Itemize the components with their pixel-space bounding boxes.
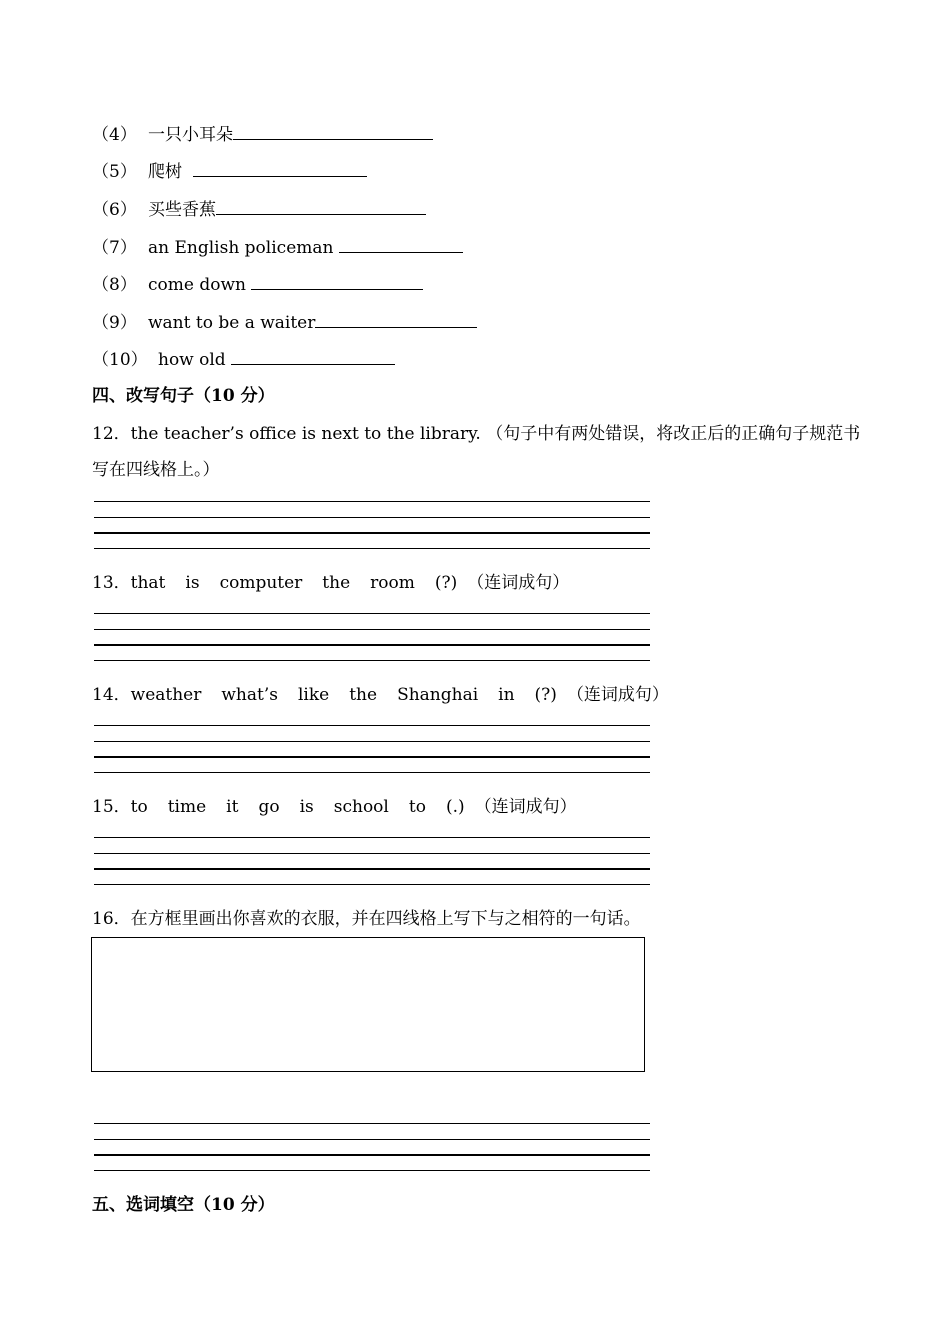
item-number: （4）	[92, 125, 137, 145]
item-6	[92, 198, 426, 221]
word: is	[299, 797, 314, 817]
item-text: 买些香蕉	[148, 200, 216, 220]
item-text: 一只小耳朵	[148, 125, 233, 145]
word: weather	[130, 685, 202, 705]
item-number: （5）	[92, 162, 137, 182]
question-13	[92, 572, 585, 594]
item-text: 爬树	[148, 162, 182, 182]
word: what’s	[221, 685, 278, 705]
question-label: 13．	[92, 573, 131, 593]
answer-blank[interactable]	[233, 123, 433, 140]
word: in	[498, 685, 515, 705]
word: computer	[219, 573, 303, 593]
item-number: （7）	[92, 238, 137, 258]
word: go	[258, 797, 280, 817]
item-8	[92, 273, 423, 296]
question-16: 16．在方框里画出你喜欢的衣服，并在四线格上写下与之相符的一句话。	[92, 909, 641, 929]
word: to	[130, 797, 148, 817]
instruction: （连词成句）	[474, 797, 577, 817]
question-15	[92, 796, 593, 818]
word: to	[408, 797, 426, 817]
answer-blank[interactable]	[315, 311, 477, 328]
item-text: how old	[158, 350, 226, 370]
item-number: （8）	[92, 275, 137, 295]
answer-blank[interactable]	[193, 160, 367, 177]
word: the	[322, 573, 351, 593]
item-7	[92, 236, 463, 259]
answer-blank[interactable]	[216, 198, 426, 215]
word: is	[185, 573, 200, 593]
item-9	[92, 311, 477, 334]
drawing-box[interactable]	[91, 937, 645, 1072]
item-number: （6）	[92, 200, 137, 220]
instruction: （连词成句）	[566, 685, 669, 705]
word: Shanghai	[397, 685, 479, 705]
question-14	[92, 684, 685, 706]
answer-blank[interactable]	[231, 348, 395, 365]
four-line-grid-15[interactable]	[94, 837, 650, 885]
section-5-title: 五、选词填空（10 分）	[92, 1195, 275, 1215]
word: it	[226, 797, 239, 817]
item-number: （9）	[92, 313, 137, 333]
item-text: come down	[148, 275, 246, 295]
section-4-title: 四、改写句子（10 分）	[92, 386, 275, 406]
word: (?)	[534, 685, 557, 705]
four-line-grid-13[interactable]	[94, 613, 650, 661]
word: the	[349, 685, 378, 705]
item-10	[92, 348, 395, 371]
word: time	[167, 797, 207, 817]
item-5	[92, 160, 367, 183]
answer-blank[interactable]	[339, 236, 463, 253]
item-number: （10）	[92, 350, 148, 370]
four-line-grid-14[interactable]	[94, 725, 650, 773]
question-label: 14．	[92, 685, 131, 705]
word: (?)	[434, 573, 458, 593]
four-line-grid-16[interactable]	[94, 1123, 650, 1171]
question-label: 15．	[92, 797, 131, 817]
item-4	[92, 123, 433, 146]
word: (.)	[445, 797, 465, 817]
question-12: 12．the teacher’s office is next to the library. （句子中有两处错误，将改正后的正确句子规范书写在四线格上。）	[92, 424, 861, 480]
word: that	[130, 573, 166, 593]
instruction: （连词成句）	[467, 573, 570, 593]
word: like	[297, 685, 330, 705]
item-text: an English policeman	[148, 238, 334, 258]
item-text: want to be a waiter	[148, 313, 316, 333]
word: room	[370, 573, 415, 593]
answer-blank[interactable]	[251, 273, 423, 290]
word: school	[333, 797, 389, 817]
four-line-grid-12[interactable]	[94, 501, 650, 549]
